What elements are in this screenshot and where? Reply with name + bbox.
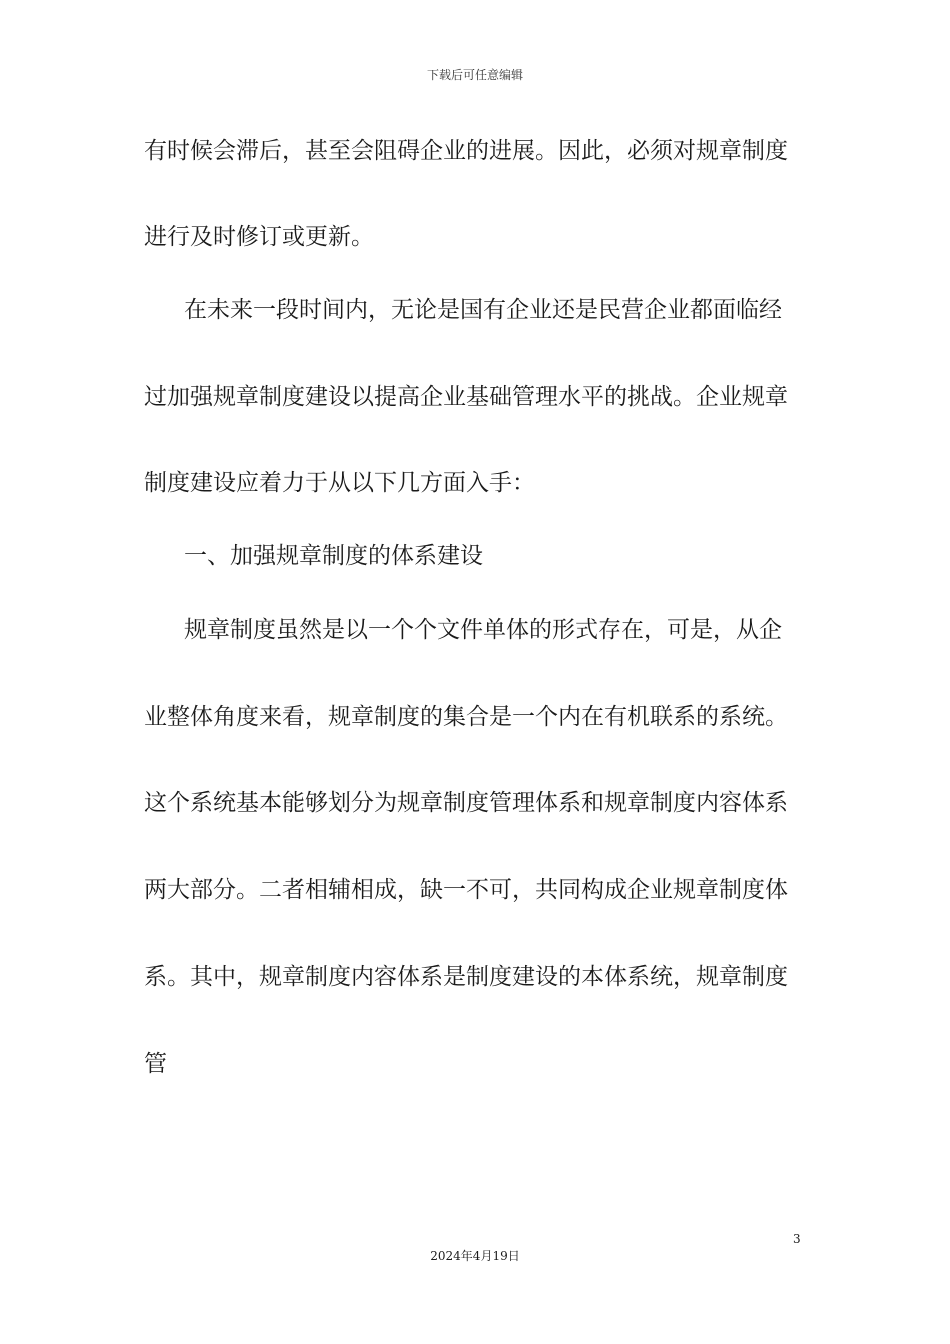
footer-date: 2024年4月19日 [430, 1249, 520, 1263]
text-line: 系。其中，规章制度内容体系是制度建设的本体系统，规章制度 [144, 964, 788, 990]
text-line: 管 [144, 1051, 167, 1077]
text-line: 这个系统基本能够划分为规章制度管理体系和规章制度内容体系 [144, 790, 788, 816]
text-line: 在未来一段时间内，无论是国有企业还是民营企业都面临经 [184, 297, 782, 323]
section-heading: 一、加强规章制度的体系建设 [184, 543, 483, 569]
text-line: 业整体角度来看，规章制度的集合是一个内在有机联系的系统。 [144, 704, 788, 730]
text-line: 过加强规章制度建设以提高企业基础管理水平的挑战。企业规章 [144, 384, 788, 410]
text-line: 两大部分。二者相辅相成，缺一不可，共同构成企业规章制度体 [144, 877, 788, 903]
text-line: 规章制度虽然是以一个个文件单体的形式存在，可是，从企 [184, 617, 782, 643]
text-line: 进行及时修订或更新。 [144, 224, 374, 250]
page-number: 3 [793, 1232, 801, 1246]
text-line: 有时候会滞后，甚至会阻碍企业的进展。因此，必须对规章制度 [144, 138, 788, 164]
header-note: 下载后可任意编辑 [426, 68, 523, 82]
text-line: 制度建设应着力于从以下几方面入手： [144, 470, 535, 496]
